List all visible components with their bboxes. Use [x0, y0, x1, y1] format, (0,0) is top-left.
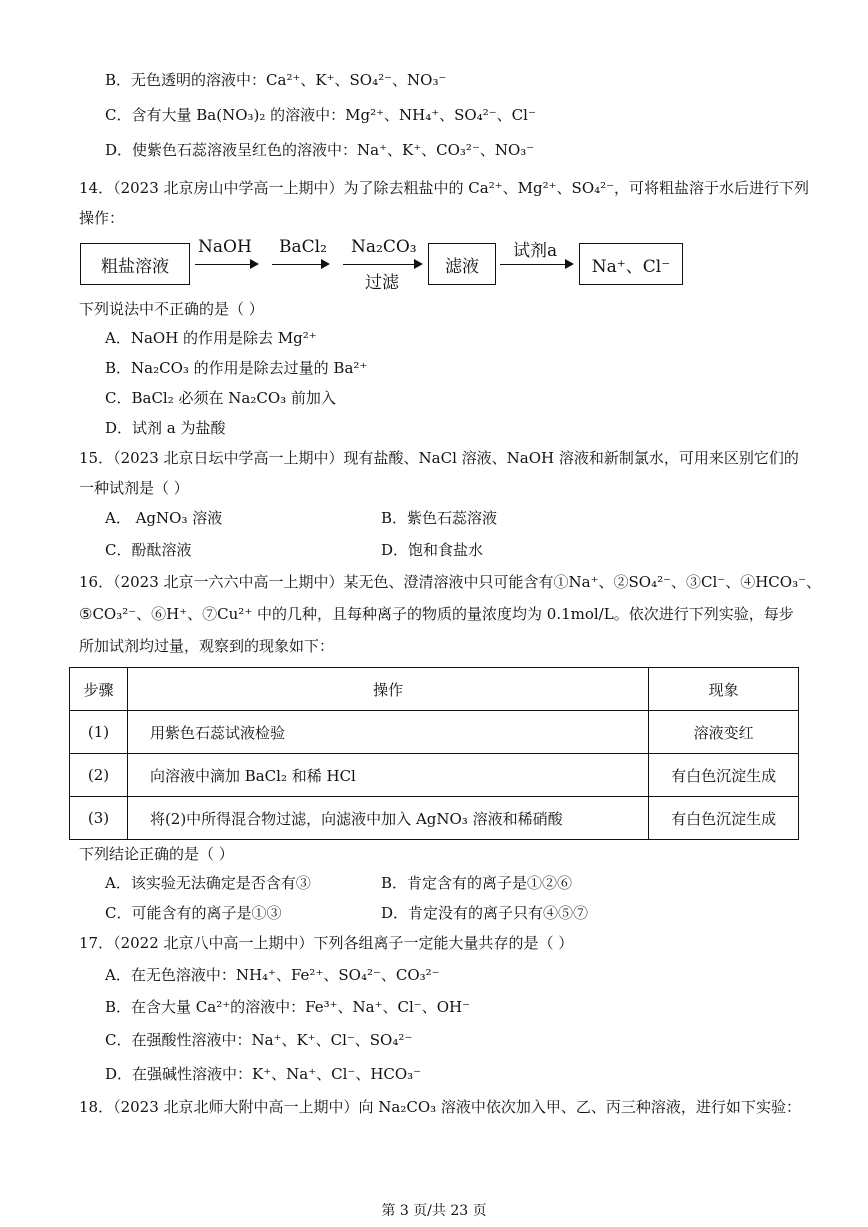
q13-option-c: C．含有大量 Ba(NO₃)₂ 的溶液中：Mg²⁺、NH₄⁺、SO₄²⁻、Cl⁻ — [105, 106, 536, 124]
q16-stem-line1: 16．（2023 北京一六六中高一上期中）某无色、澄清溶液中只可能含有①Na⁺、②SO₄²⁻、③Cl⁻、④HCO₃⁻、 — [79, 573, 822, 591]
q16-experiment-table — [69, 667, 799, 840]
q15-stem-line2: 一种试剂是（ ） — [79, 479, 189, 497]
table-row — [70, 754, 799, 797]
q14-stem-line1: 14．（2023 北京房山中学高一上期中）为了除去粗盐中的 Ca²⁺、Mg²⁺、SO₄²⁻，可将粗盐溶于水后进行下列 — [79, 179, 810, 197]
q16-stem-line3: 所加试剂均过量，观察到的现象如下： — [79, 637, 335, 655]
flow-arrow-4 — [500, 264, 572, 265]
flow-arrow-3 — [343, 264, 421, 265]
table-cell-phenomenon: 有白色沉淀生成 — [649, 754, 799, 797]
q16-option-c: C．可能含有的离子是①③ — [105, 904, 282, 922]
q16-option-a: A．该实验无法确定是否含有③ — [105, 874, 311, 892]
q13-option-b: B．无色透明的溶液中：Ca²⁺、K⁺、SO₄²⁻、NO₃⁻ — [105, 71, 447, 89]
q17-option-a: A．在无色溶液中：NH₄⁺、Fe²⁺、SO₄²⁻、CO₃²⁻ — [105, 966, 440, 984]
q15-option-b: B．紫色石蕊溶液 — [381, 509, 498, 527]
table-cell-phenomenon: 有白色沉淀生成 — [649, 797, 799, 840]
q15-stem-line1: 15．（2023 北京日坛中学高一上期中）现有盐酸、NaCl 溶液、NaOH 溶液和新制氯水，可用来区别它们的 — [79, 449, 799, 467]
q13-option-d: D．使紫色石蕊溶液呈红色的溶液中：Na⁺、K⁺、CO₃²⁻、NO₃⁻ — [105, 141, 535, 159]
q16-stem-line2: ⑤CO₃²⁻、⑥H⁺、⑦Cu²⁺ 中的几种，且每种离子的物质的量浓度均为 0.1mol/L。依次进行下列实验，每步 — [79, 605, 794, 623]
table-header-row — [70, 668, 799, 711]
q14-prompt: 下列说法中不正确的是（ ） — [79, 300, 264, 318]
page-number-footer: 第 3 页/共 23 页 — [381, 1203, 487, 1219]
q18-stem: 18．（2023 北京北师大附中高一上期中）向 Na₂CO₃ 溶液中依次加入甲、乙、丙三种溶液，进行如下实验： — [79, 1098, 801, 1116]
flow-arrow-1 — [195, 264, 257, 265]
q17-option-c: C．在强酸性溶液中：Na⁺、K⁺、Cl⁻、SO₄²⁻ — [105, 1031, 413, 1049]
flow-label-naoh: NaOH — [198, 237, 252, 257]
table-header-step: 步骤 — [70, 668, 128, 711]
q16-option-d: D．肯定没有的离子只有④⑤⑦ — [381, 904, 589, 922]
table-cell-step: (3) — [70, 797, 128, 840]
table-cell-step: (1) — [70, 711, 128, 754]
q15-option-c: C．酚酞溶液 — [105, 541, 192, 559]
q14-option-b: B．Na₂CO₃ 的作用是除去过量的 Ba²⁺ — [105, 359, 368, 377]
table-header-operation: 操作 — [127, 668, 648, 711]
table-cell-operation: 用紫色石蕊试液检验 — [127, 711, 648, 754]
table-row — [70, 797, 799, 840]
table-cell-operation: 向溶液中滴加 BaCl₂ 和稀 HCl — [127, 754, 648, 797]
table-row — [70, 711, 799, 754]
flow-arrow-2 — [272, 264, 328, 265]
q17-option-d: D．在强碱性溶液中：K⁺、Na⁺、Cl⁻、HCO₃⁻ — [105, 1065, 422, 1083]
flow-label-reagent-a: 试剂a — [513, 241, 558, 261]
flow-label-filter: 过滤 — [365, 273, 399, 293]
q14-option-c: C．BaCl₂ 必须在 Na₂CO₃ 前加入 — [105, 389, 336, 407]
flow-box-crude-salt: 粗盐溶液 — [80, 243, 190, 285]
flow-box-product: Na⁺、Cl⁻ — [579, 243, 683, 285]
table-cell-operation: 将(2)中所得混合物过滤，向滤液中加入 AgNO₃ 溶液和稀硝酸 — [127, 797, 648, 840]
table-header-phenomenon: 现象 — [649, 668, 799, 711]
q16-prompt: 下列结论正确的是（ ） — [79, 845, 234, 863]
q15-option-d: D．饱和食盐水 — [381, 541, 484, 559]
flow-box-filtrate: 滤液 — [428, 243, 496, 285]
q14-option-d: D．试剂 a 为盐酸 — [105, 419, 226, 437]
table-cell-phenomenon: 溶液变红 — [649, 711, 799, 754]
q17-stem: 17．（2022 北京八中高一上期中）下列各组离子一定能大量共存的是（ ） — [79, 934, 574, 952]
q17-option-b: B．在含大量 Ca²⁺的溶液中：Fe³⁺、Na⁺、Cl⁻、OH⁻ — [105, 998, 471, 1016]
q14-option-a: A．NaOH 的作用是除去 Mg²⁺ — [105, 329, 317, 347]
table-cell-step: (2) — [70, 754, 128, 797]
flow-label-bacl2: BaCl₂ — [279, 237, 327, 257]
q14-stem-line2: 操作： — [79, 209, 125, 227]
q16-option-b: B．肯定含有的离子是①②⑥ — [381, 874, 573, 892]
flow-label-na2co3: Na₂CO₃ — [351, 237, 417, 257]
q15-option-a: A． AgNO₃ 溶液 — [105, 509, 223, 527]
